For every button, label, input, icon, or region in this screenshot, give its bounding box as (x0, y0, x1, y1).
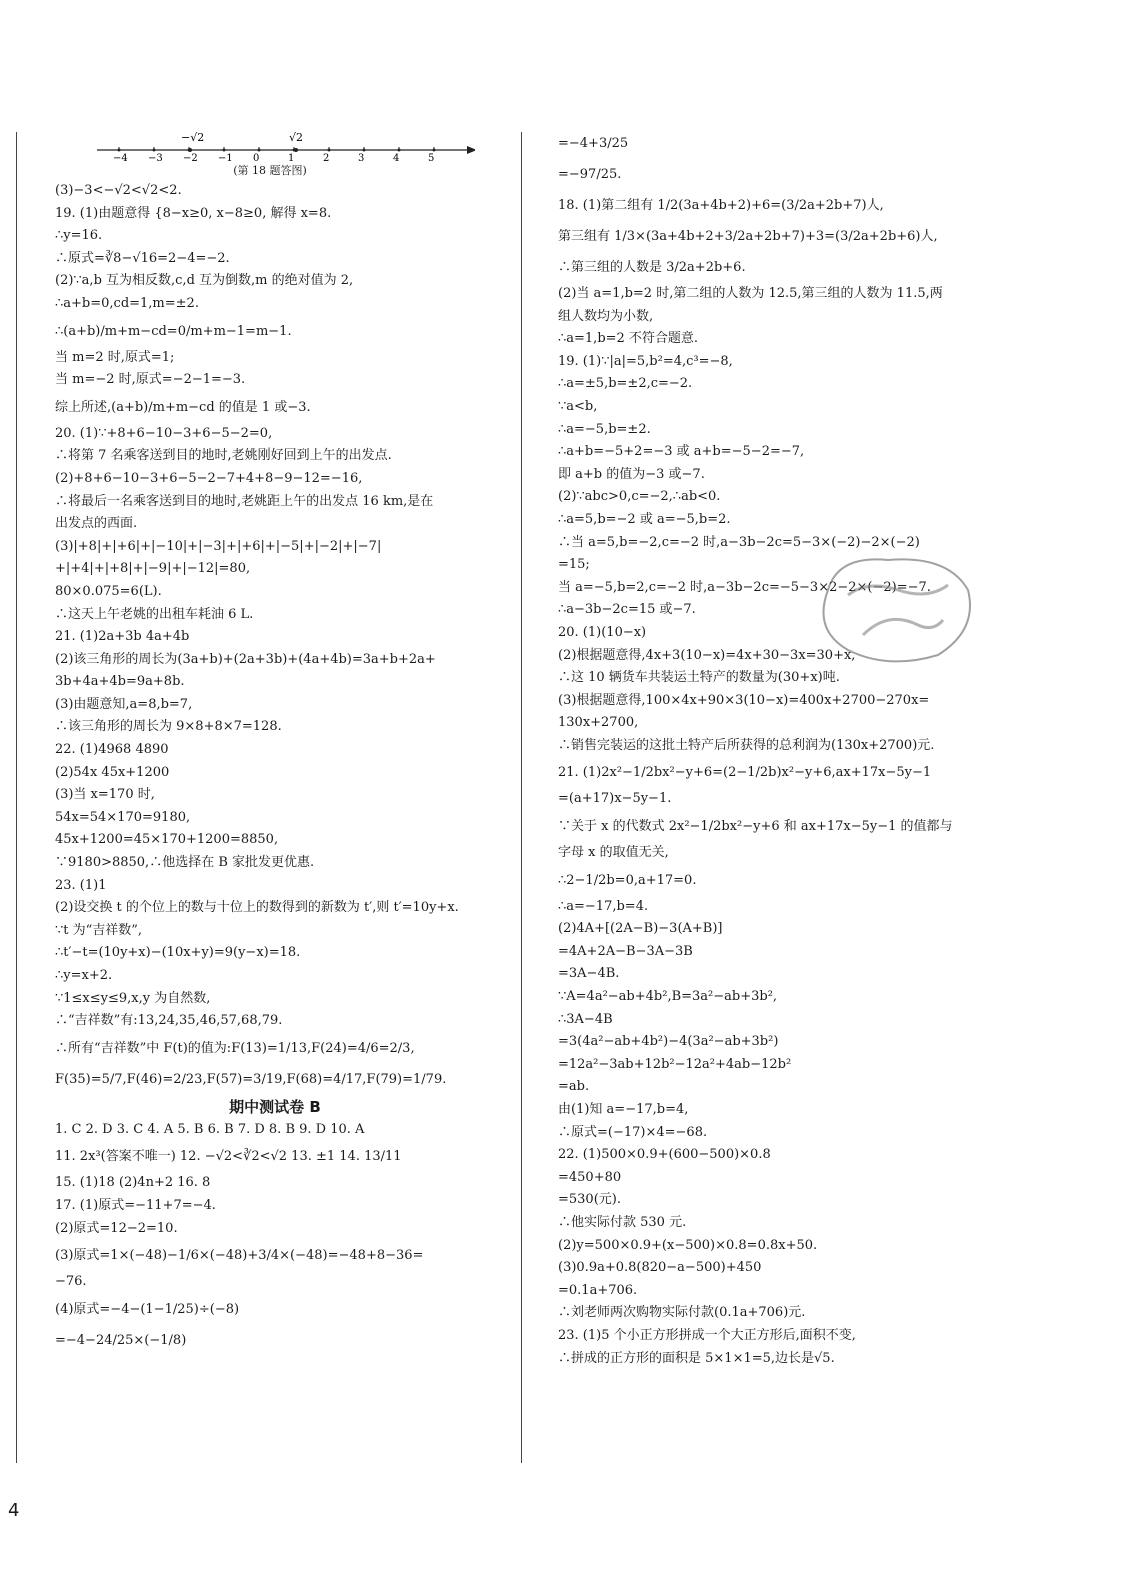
text-line: ∴将第 7 名乘客送到目的地时,老姚刚好回到上午的出发点. (55, 448, 392, 464)
text-line: =12a²−3ab+12b²−12a²+4ab−12b² (558, 1056, 792, 1072)
left-margin-rule (16, 132, 17, 1463)
text-line: 1. C 2. D 3. C 4. A 5. B 6. B 7. D 8. B 9. D 10. A (55, 1121, 365, 1137)
text-line: ∵1≤x≤y≤9,x,y 为自然数, (55, 990, 211, 1006)
tick-label: −3 (148, 153, 163, 162)
number-line-arrow (467, 146, 475, 154)
text-line: ∴y=16. (55, 228, 103, 244)
number-line-svg (75, 128, 475, 162)
text-line: 20. (1)∵+8+6−10−3+6−5−2=0, (55, 425, 273, 441)
text-line: =15; (558, 557, 590, 573)
text-line: (3)当 x=170 时, (55, 787, 155, 803)
text-line: (2)54x 45x+1200 (55, 764, 170, 780)
text-line: 18. (1)第二组有 1/2(3a+4b+2)+6=(3/2a+2b+7)人, (558, 198, 884, 213)
text-line: (2)该三角形的周长为(3a+b)+(2a+3b)+(4a+4b)=3a+b+2a+ (55, 651, 436, 667)
text-line: (4)原式=−4−(1−1/25)÷(−8) (55, 1301, 240, 1317)
text-line: =0.1a+706. (558, 1282, 638, 1298)
text-line: ∴(a+b)/m+m−cd=0/m+m−1=m−1. (55, 323, 292, 339)
tick-dot (153, 149, 156, 152)
text-line: ∴原式=(−17)×4=−68. (558, 1124, 708, 1140)
tick-label: 3 (358, 153, 365, 162)
text-line: ∵A=4a²−ab+4b²,B=3a²−ab+3b², (558, 989, 778, 1005)
text-line: (2)∵a,b 互为相反数,c,d 互为倒数,m 的绝对值为 2, (55, 273, 354, 289)
text-line: ∴刘老师两次购物实际付款(0.1a+706)元. (558, 1305, 806, 1321)
text-line: 130x+2700, (558, 715, 639, 731)
tick-dot (328, 149, 331, 152)
text-line: +|+4|+|+8|+|−9|+|−12|=80, (55, 561, 251, 577)
text-line: ∴a+b=0,cd=1,m=±2. (55, 295, 199, 311)
text-line: 当 a=−5,b=2,c=−2 时,a−3b−2c=−5−3×2−2×(−2)=−7. (558, 579, 931, 595)
text-line: (3)|+8|+|+6|+|−10|+|−3|+|+6|+|−5|+|−2|+|−7| (55, 538, 382, 554)
text-line: (3)由题意知,a=8,b=7, (55, 696, 193, 712)
text-line: 出发点的西面. (55, 516, 138, 532)
tick-label: 5 (428, 153, 435, 162)
page-number: 4 (8, 1500, 20, 1521)
tick-dot (258, 149, 261, 152)
neg-sqrt2-label: −√2 (181, 131, 205, 144)
text-line: (2)原式=12−2=10. (55, 1220, 178, 1236)
sqrt2-label: √2 (289, 131, 304, 144)
tick-dot (118, 149, 121, 152)
text-line: (2)∵abc>0,c=−2,∴ab<0. (558, 489, 721, 505)
tick-dot (363, 149, 366, 152)
text-line: =ab. (558, 1079, 590, 1095)
text-line: 当 m=−2 时,原式=−2−1=−3. (55, 372, 246, 388)
text-line: 即 a+b 的值为−3 或−7. (558, 466, 705, 482)
text-line: 20. (1)(10−x) (558, 624, 647, 640)
text-line: ∴将最后一名乘客送到目的地时,老姚距上午的出发点 16 km,是在 (55, 493, 434, 509)
left-solutions (55, 180, 495, 1095)
text-line: 第三组有 1/3×(3a+4b+2+3/2a+2b+7)+3=(3/2a+2b+6)人, (558, 229, 938, 244)
text-line: ∴拼成的正方形的面积是 5×1×1=5,边长是√5. (558, 1350, 835, 1366)
text-line: 45x+1200=45×170+1200=8850, (55, 832, 279, 848)
text-line: ∵a<b, (558, 398, 598, 414)
text-line: 综上所述,(a+b)/m+m−cd 的值是 1 或−3. (55, 399, 311, 415)
text-line: (2)4A+[(2A−B)−3(A+B)] (558, 921, 723, 937)
text-line: (2)设交换 t 的个位上的数与十位上的数得到的新数为 t′,则 t′=10y+x. (55, 900, 459, 916)
text-line: 字母 x 的取值无关, (558, 845, 669, 861)
text-line: (2)+8+6−10−3+6−5−2−7+4+8−9−12=−16, (55, 470, 363, 486)
tick-label: 0 (253, 153, 260, 162)
text-line: ∴a=−5,b=±2. (558, 421, 651, 437)
text-line: ∴2−1/2b=0,a+17=0. (558, 872, 697, 888)
text-line: (2)当 a=1,b=2 时,第二组的人数为 12.5,第三组的人数为 11.5,两 (558, 286, 943, 301)
text-line: ∴第三组的人数是 3/2a+2b+6. (558, 260, 746, 275)
text-line: ∴这天上午老姚的出租车耗油 6 L. (55, 606, 254, 622)
text-line: =(a+17)x−5y−1. (558, 791, 672, 807)
left-column (55, 128, 495, 1356)
text-line: =−4−24/25×(−1/8) (55, 1332, 187, 1348)
text-line: 22. (1)500×0.9+(600−500)×0.8 (558, 1147, 771, 1163)
text-line: =−97/25. (558, 167, 622, 182)
text-line: =3A−4B. (558, 966, 620, 982)
text-line: ∴这 10 辆货车共装运土特产的数量为(30+x)吨. (558, 670, 840, 686)
tick-dot (398, 149, 401, 152)
text-line: ∵t 为“吉祥数”, (55, 922, 143, 938)
text-line: 15. (1)18 (2)4n+2 16. 8 (55, 1175, 211, 1191)
homework-stamp (808, 550, 978, 670)
number-line-ticks (113, 147, 436, 162)
tick-label: 2 (323, 153, 330, 162)
text-line: (3)原式=1×(−48)−1/6×(−48)+3/4×(−48)=−48+8−36= (55, 1248, 424, 1264)
text-line: F(35)=5/7,F(46)=2/23,F(57)=3/19,F(68)=4/17,F(79)=1/79. (55, 1071, 447, 1087)
column-divider (521, 132, 522, 1463)
tick-label: 1 (288, 153, 295, 162)
text-line: 23. (1)1 (55, 877, 107, 893)
tick-label: −1 (218, 153, 233, 162)
text-line: 54x=54×170=9180, (55, 809, 191, 825)
text-line: =4A+2A−B−3A−3B (558, 943, 693, 959)
text-line: (3)−3<−√2<√2<2. (55, 183, 182, 198)
sqrt2-point (294, 148, 298, 152)
text-line: 当 m=2 时,原式=1; (55, 349, 175, 365)
text-line: 11. 2x³(答案不唯一) 12. −√2<∛2<√2 13. ±1 14. 13/11 (55, 1149, 402, 1165)
text-line: ∴a=±5,b=±2,c=−2. (558, 376, 693, 392)
text-line: (3)根据题意得,100×4x+90×3(10−x)=400x+2700−270x= (558, 692, 930, 708)
text-line: ∴当 a=5,b=−2,c=−2 时,a−3b−2c=5−3×(−2)−2×(−2) (558, 534, 920, 550)
text-line: ∴该三角形的周长为 9×8+8×7=128. (55, 719, 282, 735)
text-line: 组人数均为小数, (558, 308, 654, 324)
answers-block (55, 1119, 495, 1356)
text-line: 3b+4a+4b=9a+8b. (55, 674, 185, 690)
text-line: ∴原式=∛8−√16=2−4=−2. (55, 250, 230, 266)
text-line: −76. (55, 1274, 87, 1290)
number-line-figure (75, 128, 495, 180)
text-line: ∴3A−4B (558, 1011, 613, 1027)
figure-caption: (第 18 题答图) (233, 164, 307, 177)
text-line: (2)y=500×0.9+(x−500)×0.8=0.8x+50. (558, 1237, 818, 1253)
right-solutions (558, 128, 1018, 1370)
text-line: =450+80 (558, 1169, 622, 1185)
text-line: 19. (1)由题意得 {8−x≥0, x−8≥0, 解得 x=8. (55, 205, 332, 221)
text-line: (3)0.9a+0.8(820−a−500)+450 (558, 1260, 762, 1276)
text-line: 23. (1)5 个小正方形拼成一个大正方形后,面积不变, (558, 1327, 856, 1343)
text-line: 由(1)知 a=−17,b=4, (558, 1102, 689, 1117)
text-line: ∴a+b=−5+2=−3 或 a+b=−5−2=−7, (558, 444, 805, 460)
tick-dot (433, 149, 436, 152)
text-line: ∴“吉祥数”有:13,24,35,46,57,68,79. (55, 1013, 283, 1029)
right-column (558, 128, 1018, 1370)
text-line: ∴a=5,b=−2 或 a=−5,b=2. (558, 511, 731, 527)
text-line: 80×0.075=6(L). (55, 583, 162, 599)
text-line: 21. (1)2a+3b 4a+4b (55, 629, 190, 645)
tick-dot (223, 149, 226, 152)
text-line: ∴销售完装运的这批土特产后所获得的总利润为(130x+2700)元. (558, 737, 935, 753)
text-line: 21. (1)2x²−1/2bx²−y+6=(2−1/2b)x²−y+6,ax+17x−5y−1 (558, 765, 932, 781)
text-line: ∵9180>8850,∴他选择在 B 家批发更优惠. (55, 855, 315, 871)
text-line: ∴t′−t=(10y+x)−(10x+y)=9(y−x)=18. (55, 945, 301, 961)
tick-label: 4 (393, 153, 400, 162)
text-line: (2)根据题意得,4x+3(10−x)=4x+30−3x=30+x, (558, 647, 856, 663)
text-line: 17. (1)原式=−11+7=−4. (55, 1197, 216, 1213)
text-line: ∴所有“吉祥数”中 F(t)的值为:F(13)=1/13,F(24)=4/6=2/3, (55, 1040, 415, 1056)
text-line: ∴a−3b−2c=15 或−7. (558, 602, 696, 618)
text-line: ∴a=1,b=2 不符合题意. (558, 331, 699, 347)
tick-label: −2 (183, 153, 198, 162)
text-line: ∵关于 x 的代数式 2x²−1/2bx²−y+6 和 ax+17x−5y−1 的值都与 (558, 819, 953, 835)
text-line: 22. (1)4968 4890 (55, 742, 169, 758)
text-line: =−4+3/25 (558, 136, 629, 151)
text-line: ∴他实际付款 530 元. (558, 1214, 687, 1230)
text-line: 19. (1)∵|a|=5,b²=4,c³=−8, (558, 353, 733, 369)
text-line: =530(元). (558, 1192, 621, 1208)
text-line: ∴a=−17,b=4. (558, 898, 649, 914)
text-line: ∴y=x+2. (55, 968, 113, 983)
tick-label: −4 (113, 153, 128, 162)
text-line: =3(4a²−ab+4b²)−4(3a²−ab+3b²) (558, 1034, 779, 1050)
neg-sqrt2-point (188, 148, 192, 152)
section-title: 期中测试卷 B (229, 1097, 321, 1116)
